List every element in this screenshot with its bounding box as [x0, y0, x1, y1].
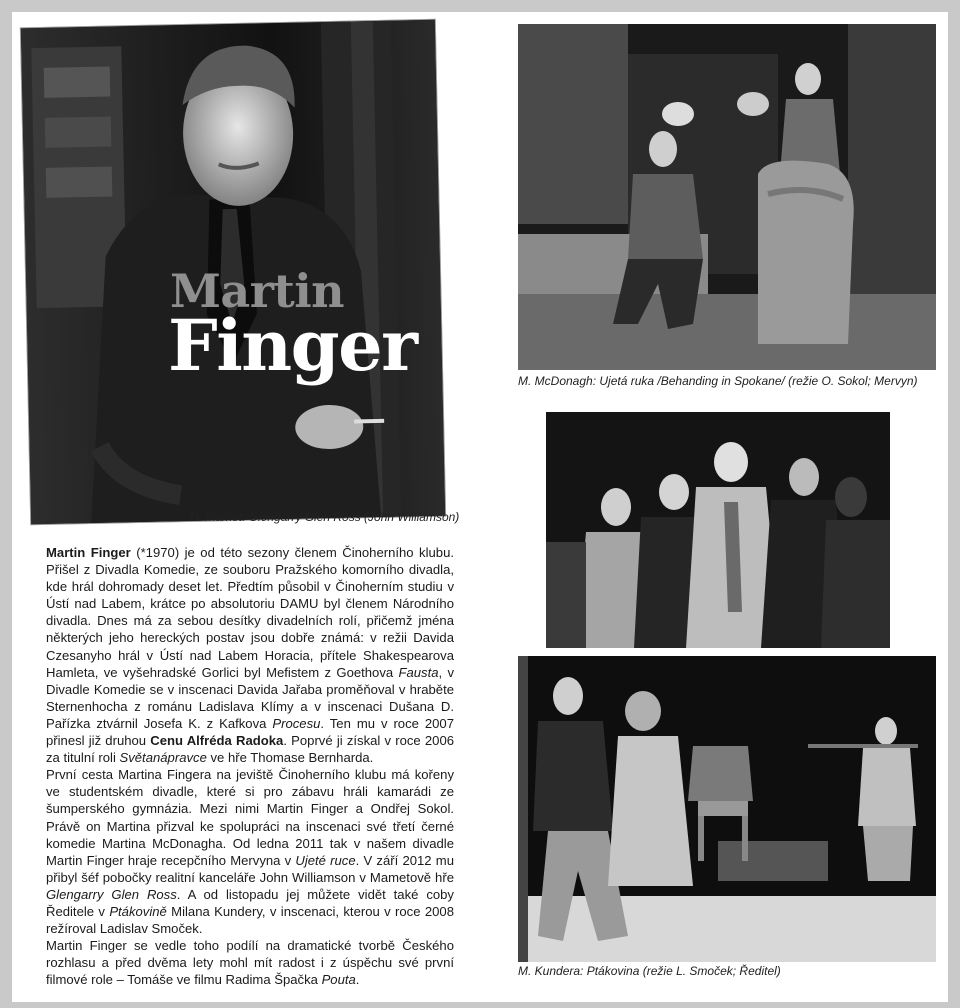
stage-photo-3-caption: M. Kundera: Ptákovina (režie L. Smoček; Ředitel): [518, 964, 781, 978]
name-first: Martin: [170, 264, 345, 318]
text-run: . A od listopadu jej můžete vidět také coby Ředitele v: [46, 886, 454, 919]
text-run: Cenu Alfréda Radoka: [150, 733, 284, 749]
magazine-page: [12, 12, 948, 1002]
stage-photo-2-image: [546, 412, 890, 648]
portrait-caption: D. Mamet: Glengarry Glen Ross (John Williamson): [190, 510, 460, 524]
article-paragraph-2: [46, 766, 454, 937]
text-run: Ptákovině: [109, 903, 167, 919]
text-run: . Poprvé ji získal v roce 2006 za titulní roli: [46, 733, 455, 766]
text-run: Martin Finger: [46, 545, 131, 560]
text-run: . Ten mu v roce 2007 přinesl již druhou: [46, 715, 454, 749]
stage-photo-3-image: [518, 656, 936, 962]
article-body: [46, 544, 454, 988]
text-run: Milana Kundery, v inscenaci, kterou v roce 2008 režíroval Ladislav Smoček.: [46, 903, 454, 937]
text-run: První cesta Martina Fingera na jeviště Činoherního klubu má kořeny ve studentském divadle, které si pro zábavu hráli kamarádi ze šumperského gymnázia. Mezi nimi Martin Finger a Ondřej Sokol. Právě on Martina přizval ke spolupráci na inscenaci své třetí černé komedie Martina McDonagha. Od ledna 2011 tak v našem divadle Martin Finger hraje recepčního Mervyna v: [46, 767, 454, 868]
text-run: (*1970) je od této sezony členem Činoherního klubu. Přišel z Divadla Komedie, ze souboru Pražského komorního divadla, kde hrál dohromady deset let. Předtím působil v Činoherním studiu v Ústí nad Labem, krátce po absolutoriu DAMU byl členem Národního divadla. Dnes má za sebou desítky divadelních rolí, přičemž jména některých jeho hereckých postav jsou dobře známá: v režii Davida Czesanyho hrál v Ústí nad Labem Horacia, přítele Shakespearova Hamleta, ve vyšehradské Gorlici byl Mefistem z Goethova: [46, 545, 454, 680]
text-run: , v Divadle Komedie se v inscenaci Davida Jařaba proměňoval v hraběte Sternenhocha z románu Ladislava Klímy a v inscenaci Dušana D. Pařízka ztvárnil Josefa K. z Kafkova: [46, 664, 454, 731]
article-paragraph-3: [46, 937, 454, 988]
text-run: Pouta: [321, 972, 356, 988]
stage-photo-1-caption: M. McDonagh: Ujetá ruka /Behanding in Spokane/ (režie O. Sokol; Mervyn): [518, 374, 918, 388]
article-paragraph-1: [46, 544, 454, 766]
text-run: Procesu: [272, 715, 321, 731]
stage-photo-3: [518, 656, 936, 962]
stage-photo-1: [518, 24, 936, 370]
text-run: Ujeté ruce: [295, 852, 356, 868]
text-run: Glengarry Glen Ross: [46, 886, 177, 902]
text-run: Světanápravce: [119, 750, 207, 766]
text-run: Martin Finger se vedle toho podílí na dramatické tvorbě Českého rozhlasu a před dvěma lety mohl mít radost i z úspěchu své první filmové role – Tomáše ve filmu Radima Špačka: [46, 938, 454, 988]
text-run: . V září 2012 mu přibyl šéf pobočky realitní kanceláře John Williamson v Mametově hře: [46, 852, 454, 885]
stage-photo-1-image: [518, 24, 936, 370]
stage-photo-2: [546, 412, 890, 648]
name-last: Finger: [168, 304, 417, 387]
text-run: ve hře Thomase Bernharda.: [206, 750, 374, 766]
text-run: .: [355, 972, 360, 988]
text-run: Fausta: [398, 664, 439, 680]
